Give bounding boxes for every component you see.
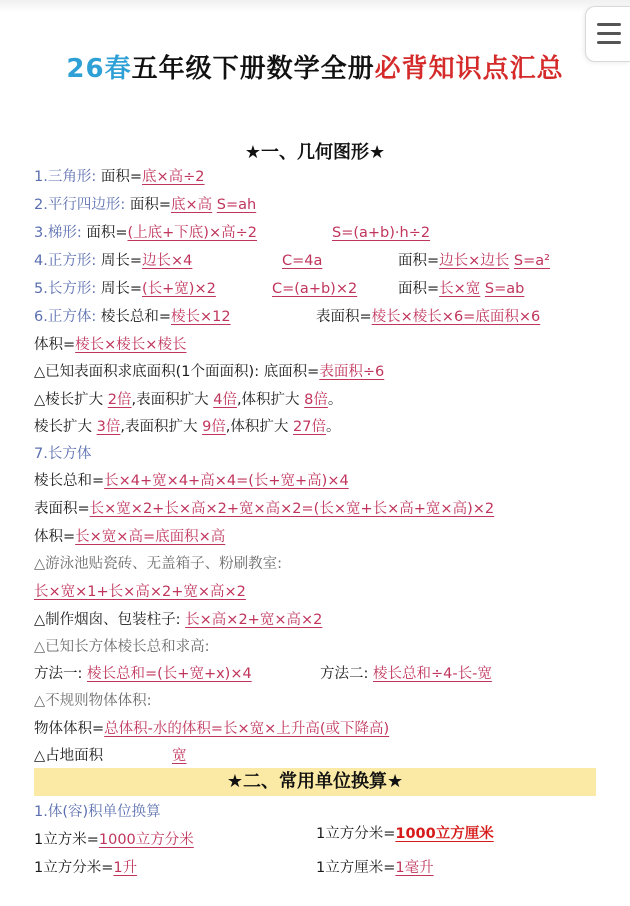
formula-line: S=(a+b)·h÷2 — [332, 225, 431, 241]
formula-line: C=(a+b)×2 — [272, 281, 358, 297]
formula-line: 4.正方形: 周长=边长×4 — [34, 253, 193, 269]
hamburger-icon — [597, 23, 621, 26]
formula-line: 1立方厘米=1毫升 — [316, 860, 434, 876]
formula-line: 1立方分米=1000立方厘米 — [316, 826, 494, 842]
formula-line: 1立方分米=1升 — [34, 860, 138, 876]
formula-line: 体积=棱长×棱长×棱长 — [34, 337, 187, 353]
subsection-heading: 1.体(容)积单位换算 — [34, 804, 161, 820]
formula-line: 宽 — [172, 748, 187, 764]
formula-line: 物体体积=总体积-水的体积=长×宽×上升高(或下降高) — [34, 721, 390, 737]
note-line: △已知长方体棱长总和求高: — [34, 639, 210, 655]
formula-line: 方法二: 棱长总和÷4-长-宽 — [320, 666, 492, 682]
hamburger-icon — [597, 41, 621, 44]
formula-line: △制作烟囱、包装柱子: 长×高×2+宽×高×2 — [34, 612, 323, 628]
formula-line: 方法一: 棱长总和=(长+宽+x)×4 — [34, 666, 252, 682]
formula-line: 体积=长×宽×高=底面积×高 — [34, 529, 226, 545]
formula-line: C=4a — [282, 253, 323, 269]
formula-line: 1立方米=1000立方分米 — [34, 832, 194, 848]
formula-line: △已知表面积求底面积(1个面面积): 底面积=表面积÷6 — [34, 364, 385, 380]
formula-line: 5.长方形: 周长=(长+宽)×2 — [34, 281, 216, 297]
formula-line: 2.平行四边形: 面积=底×高 S=ah — [34, 197, 257, 213]
formula-line: 3.梯形: 面积=(上底+下底)×高÷2 — [34, 225, 257, 241]
formula-line: △占地面积 — [34, 748, 104, 764]
formula-line: 面积=长×宽 S=ab — [398, 281, 525, 297]
formula-line: △棱长扩大 2倍,表面积扩大 4倍,体积扩大 8倍。 — [34, 392, 343, 408]
formula-line: 1.三角形: 面积=底×高÷2 — [34, 169, 205, 185]
formula-line: 表面积=长×宽×2+长×高×2+宽×高×2=(长×宽+长×高+宽×高)×2 — [34, 501, 495, 517]
top-bar — [0, 0, 630, 12]
formula-line: 面积=边长×边长 S=a² — [398, 253, 550, 269]
hamburger-icon — [597, 32, 621, 35]
subsection-heading: 7.长方体 — [34, 446, 92, 462]
formula-line: 6.正方体: 棱长总和=棱长×12 — [34, 309, 231, 325]
note-line: △不规则物体体积: — [34, 693, 152, 709]
section-heading-geometry: ★一、几何图形★ — [244, 142, 386, 163]
page-title: 26春五年级下册数学全册必背知识点汇总 — [66, 54, 564, 84]
formula-line: 棱长总和=长×4+宽×4+高×4=(长+宽+高)×4 — [34, 473, 349, 489]
note-line: △游泳池贴瓷砖、无盖箱子、粉刷教室: — [34, 556, 283, 572]
formula-line: 棱长扩大 3倍,表面积扩大 9倍,体积扩大 27倍。 — [34, 419, 341, 435]
formula-line: 长×宽×1+长×高×2+宽×高×2 — [34, 584, 246, 600]
formula-line: 表面积=棱长×棱长×6=底面积×6 — [316, 309, 541, 325]
section-heading-units: ★二、常用单位换算★ — [34, 768, 596, 796]
